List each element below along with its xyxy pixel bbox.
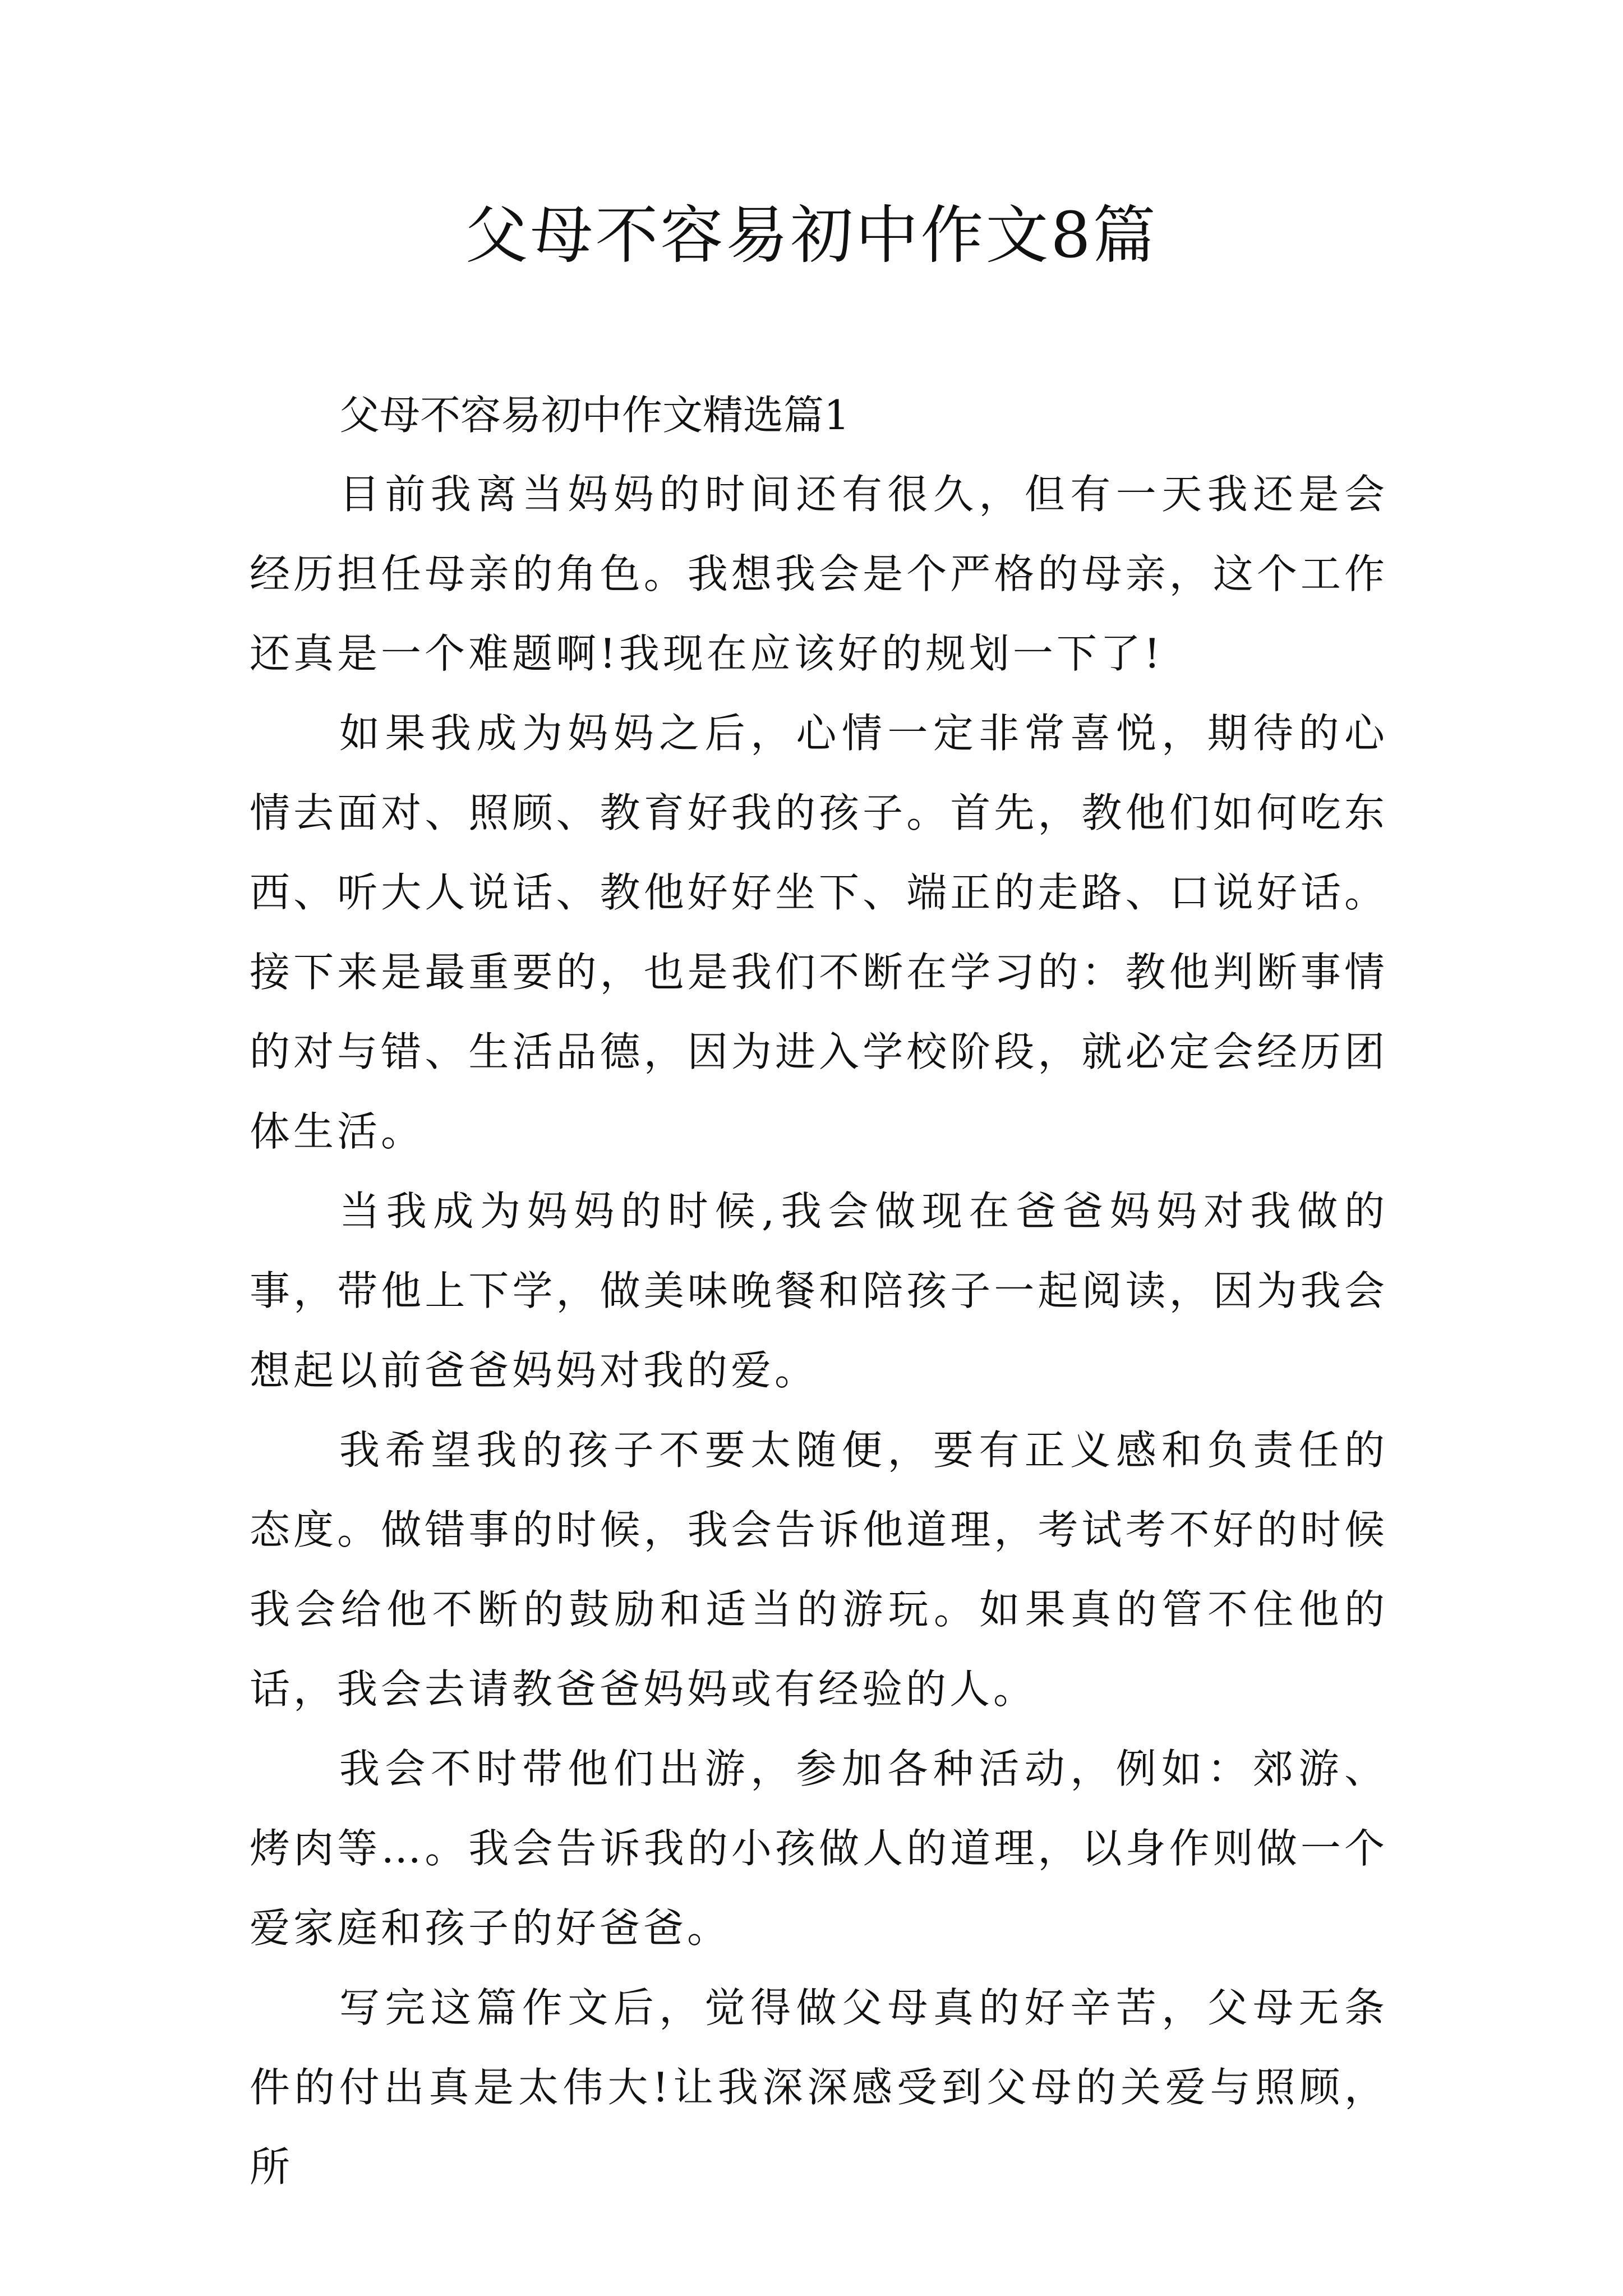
section-heading: 父母不容易初中作文精选篇1 [339, 392, 850, 439]
document-title: 父母不容易初中作文8篇 [465, 199, 1158, 272]
paragraph-3: 当我成为妈妈的时候,我会做现在爸爸妈妈对我做的事，带他上下学，做美味晚餐和陪孩子一起阅读，因为我会想起以前爸爸妈妈对我的爱。 [250, 1188, 1388, 1394]
paragraph-5: 我会不时带他们出游，参加各种活动，例如：郊游、烤肉等…。我会告诉我的小孩做人的道理，以身作则做一个爱家庭和孩子的好爸爸。 [250, 1745, 1388, 1952]
document-body [250, 376, 1388, 2207]
paragraph-4: 我希望我的孩子不要太随便，要有正义感和负责任的态度。做错事的时候，我会告诉他道理，考试考不好的时候我会给他不断的鼓励和适当的游玩。如果真的管不住他的话，我会去请教爸爸妈妈或有经验的人。 [250, 1427, 1388, 1713]
paragraph-1: 目前我离当妈妈的时间还有很久，但有一天我还是会经历担任母亲的角色。我想我会是个严格的母亲，这个工作还真是一个难题啊!我现在应该好的规划一下了! [250, 471, 1388, 677]
paragraph-2: 如果我成为妈妈之后，心情一定非常喜悦，期待的心情去面对、照顾、教育好我的孩子。首先，教他们如何吃东西、听大人说话、教他好好坐下、端正的走路、口说好话。接下来是最重要的，也是我们不断在学习的：教他判断事情的对与错、生活品德，因为进入学校阶段，就必定会经历团体生活。 [250, 710, 1388, 1155]
paragraph-6: 写完这篇作文后，觉得做父母真的好辛苦，父母无条件的付出真是太伟大!让我深深感受到父母的关爱与照顾，所 [250, 1984, 1388, 2191]
